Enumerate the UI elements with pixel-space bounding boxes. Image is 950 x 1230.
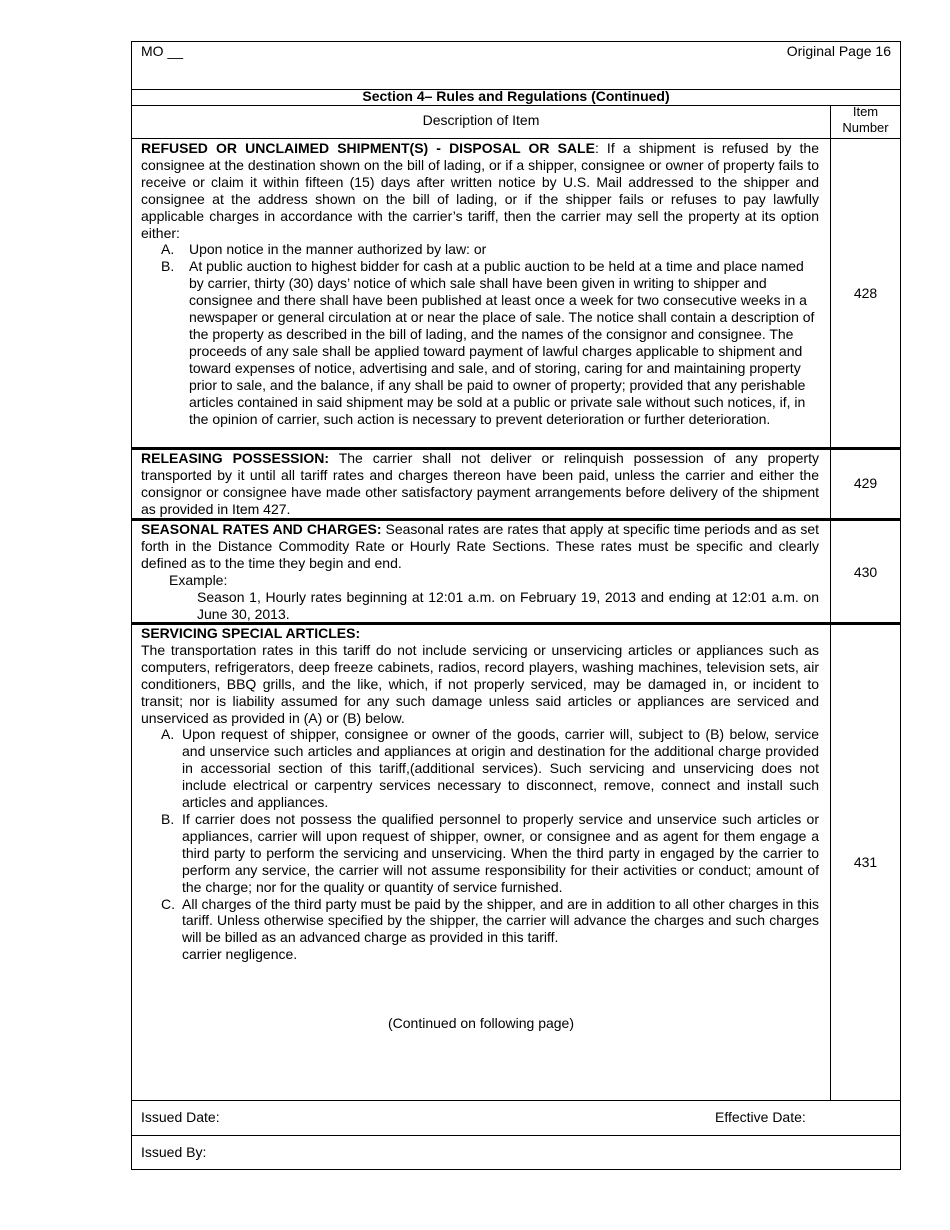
item-title: RELEASING POSSESSION:	[141, 450, 330, 466]
item-431-description	[141, 625, 819, 963]
list-text: At public auction to highest bidder for cash at a public auction to be held at a time and place named by carrier, thirty (30) days’ notice of which sale shall have been given in writing to shipper and consignee and there shall have been published at least once a week for two consecutive weeks in a newspaper or general circulation at or near the place of sale. The notice shall contain a description of the property as described in the bill of lading, and the names of the consignor and consignee. The proceeds of any sale shall be applied toward payment of lawful charges applicable to shipment and toward expenses of notice, advertising and sale, and of storing, caring for and maintaining property prior to sale, and the balance, if any shall be paid to owner of property; provided that any perishable articles contained in said shipment may be sold at a public or private sale without such notices, if, in the opinion of carrier, such action is necessary to prevent deterioration or further deterioration.	[189, 258, 815, 427]
item-431-subitems	[141, 726, 819, 946]
column-header-item-line2: Number	[842, 120, 889, 135]
list-label: B.	[161, 810, 175, 827]
list-item	[141, 726, 819, 811]
list-text: If carrier does not possess the qualified personnel to properly service and unservice such articles or appliances, carrier will upon request of shipper, owner, or consignee and as agent for them engage a third party to perform the servicing and unservicing. When the third party in engaged by the carrier to perform any service, the carrier will not assume responsibility for their activities or conduct; amount of the charge; nor for the quality or quantity of service furnished.	[182, 810, 819, 895]
item-title: SEASONAL RATES AND CHARGES:	[141, 521, 382, 537]
list-label: A.	[161, 726, 175, 743]
divider	[132, 138, 900, 139]
section-title: Section 4– Rules and Regulations (Continued)	[362, 88, 670, 104]
issued-date-label: Issued Date:	[141, 1109, 220, 1125]
item-text: The carrier shall not deliver or relinquish possession of any property transported by it until all tariff rates and charges thereon have been paid, unless the carrier and either the consignor or consignee have made other satisfactory payment arrangements before delivery of the shipment as provided in Item 427.	[141, 450, 819, 517]
column-header-item-line1: Item	[852, 104, 879, 119]
item-number-431: 431	[853, 854, 878, 870]
list-text: Upon notice in the manner authorized by law: or	[189, 241, 487, 258]
list-label: A.	[161, 241, 175, 258]
item-title: SERVICING SPECIAL ARTICLES:	[141, 625, 361, 641]
trailing-text: carrier negligence.	[182, 946, 298, 963]
list-label: C.	[161, 895, 175, 912]
divider	[132, 105, 900, 106]
item-428-description	[141, 140, 819, 427]
item-text: Seasonal rates are rates that apply at specific time periods and as set forth in the Distance Commodity Rate or Hourly Rate Sections. These rates must be specific and clearly defined as to the time they begin and end.	[141, 521, 820, 571]
item-428-subitems	[141, 241, 819, 427]
page-number: Original Page 16	[786, 43, 891, 59]
divider	[132, 1135, 900, 1136]
list-item	[141, 811, 819, 896]
list-text: All charges of the third party must be paid by the shipper, and are in addition to all other charges in this tariff. Unless otherwise specified by the shipper, the carrier will advance the charges and such charges will be billed as an advanced charge as provided in this tariff.	[182, 895, 819, 946]
item-number-429: 429	[853, 475, 878, 491]
divider	[132, 1100, 900, 1101]
page-header	[132, 42, 900, 90]
column-header-description: Description of Item	[422, 112, 540, 128]
item-title: REFUSED OR UNCLAIMED SHIPMENT(S) - DISPOSAL OR SALE	[141, 140, 595, 156]
item-text: The transportation rates in this tariff do not include servicing or unservicing articles or appliances such as computers, refrigerators, deep freeze cabinets, radios, record players, washing machines, television sets, air conditioners, BBQ grills, and the like, which, if not properly serviced, may be damaged in, or incident to transit; nor is liability assumed for any such damage unless said articles or appliances are serviced and unserviced as provided in (A) or (B) below.	[141, 641, 819, 726]
continued-note: (Continued on following page)	[387, 1015, 574, 1031]
column-header-item-number	[831, 104, 900, 136]
effective-date-label: Effective Date:	[715, 1109, 806, 1125]
list-item	[141, 258, 819, 427]
item-text: : If a shipment is refused by the consignee at the destination shown on the bill of lading, or if a shipper, consignee or owner of property fails to receive or claim it within fifteen (15) days after written notice by U.S. Mail addressed to the shipper and consignee at the address shown on the bill of lading, or if the shipper fails or refuses to pay lawfully applicable charges in accordance with the carrier’s tariff, then the carrier may sell the property at its option either:	[141, 140, 819, 241]
state-label: MO __	[141, 43, 184, 59]
list-label: B.	[161, 258, 175, 275]
list-text: Upon request of shipper, consignee or owner of the goods, carrier will, subject to (B) below, service and unservice such articles and appliances at origin and destination for the additional charge provided in accessorial section of this tariff,(additional services). Such servicing and unservicing does not include electrical or carpentry services necessary to disconnect, remove, connect and install such articles and appliances.	[182, 726, 819, 811]
item-429-description	[141, 450, 819, 518]
list-item	[141, 896, 819, 947]
example-text: Season 1, Hourly rates beginning at 12:01 a.m. on February 19, 2013 and ending at 12:01 a.m. on June 30, 2013.	[197, 588, 819, 622]
column-divider	[830, 105, 831, 1101]
tariff-page	[131, 41, 901, 1170]
item-number-430: 430	[853, 564, 878, 580]
example-label: Example:	[169, 571, 228, 588]
issued-by-label: Issued By:	[141, 1144, 207, 1160]
item-430-description	[141, 521, 819, 622]
list-item	[141, 241, 819, 258]
item-number-428: 428	[853, 285, 878, 301]
